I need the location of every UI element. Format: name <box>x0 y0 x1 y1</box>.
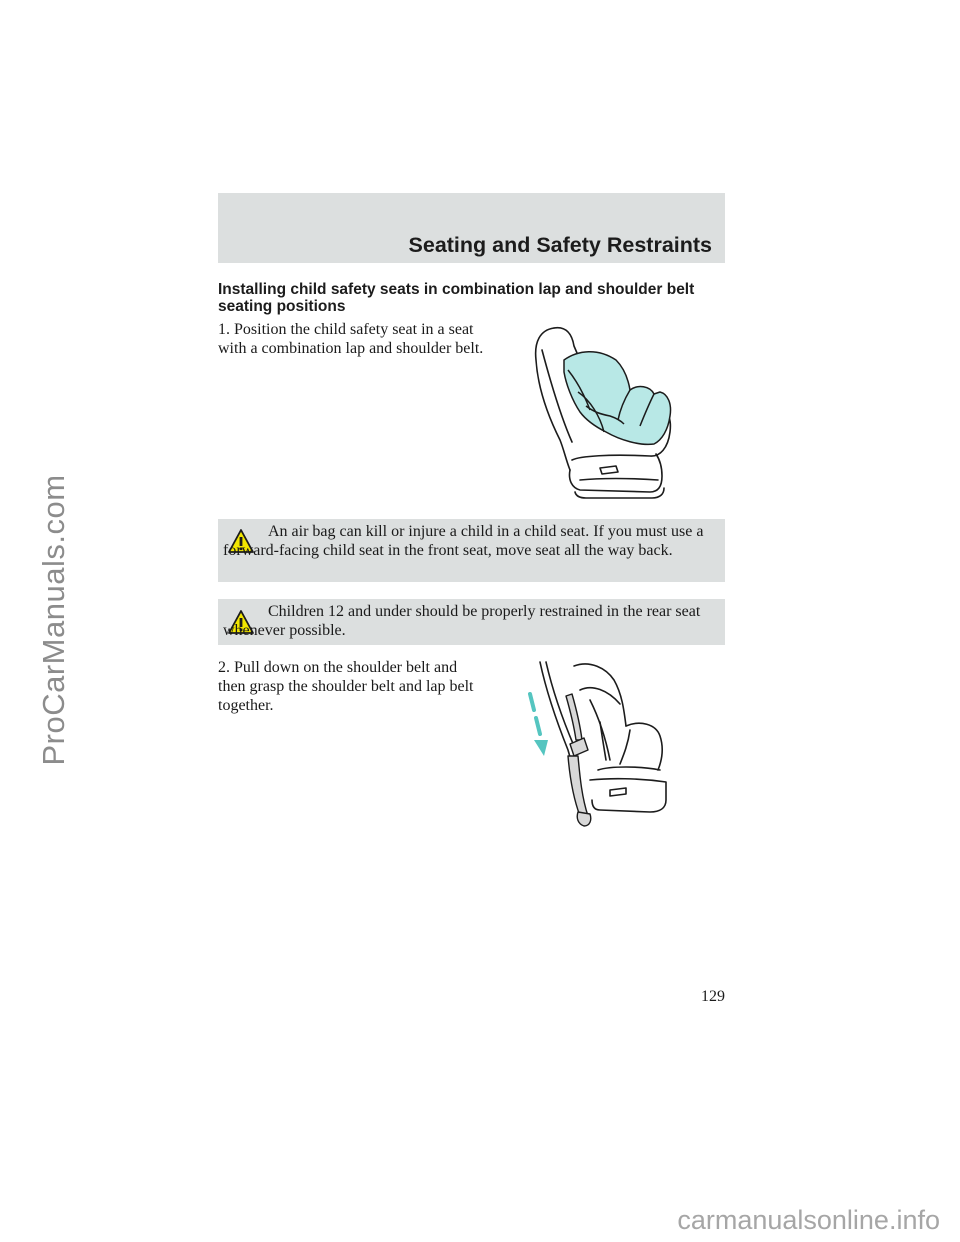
watermark-bottom: carmanualsonline.info <box>677 1205 940 1235</box>
section-title: Seating and Safety Restraints <box>408 233 712 257</box>
warning-text-airbag: An air bag can kill or injure a child in a child seat. If you must use a forward-facing child seat in the front seat, move seat all the way back. <box>223 523 704 559</box>
child-seat-illustration <box>520 320 690 500</box>
warning-box-children <box>218 599 725 645</box>
warning-box-airbag <box>218 519 725 582</box>
watermark-left <box>0 470 80 770</box>
down-arrow-icon <box>534 740 548 756</box>
subheading: Installing child safety seats in combination lap and shoulder belt seating positions <box>218 281 695 315</box>
child-seat-drawing <box>520 320 690 500</box>
shoulder-belt-illustration <box>510 660 680 830</box>
page-number: 129 <box>701 988 725 1005</box>
warning-text-children: Children 12 and under should be properly restrained in the rear seat whenever possible. <box>223 603 701 639</box>
watermark-left-text: ProCarManuals.com <box>36 474 71 766</box>
shoulder-belt-drawing <box>510 660 680 830</box>
step-2-text: 2. Pull down on the shoulder belt and then grasp the shoulder belt and lap belt together. <box>218 659 474 714</box>
section-header <box>218 193 725 263</box>
step-1-text: 1. Position the child safety seat in a seat with a combination lap and shoulder belt. <box>218 321 484 357</box>
